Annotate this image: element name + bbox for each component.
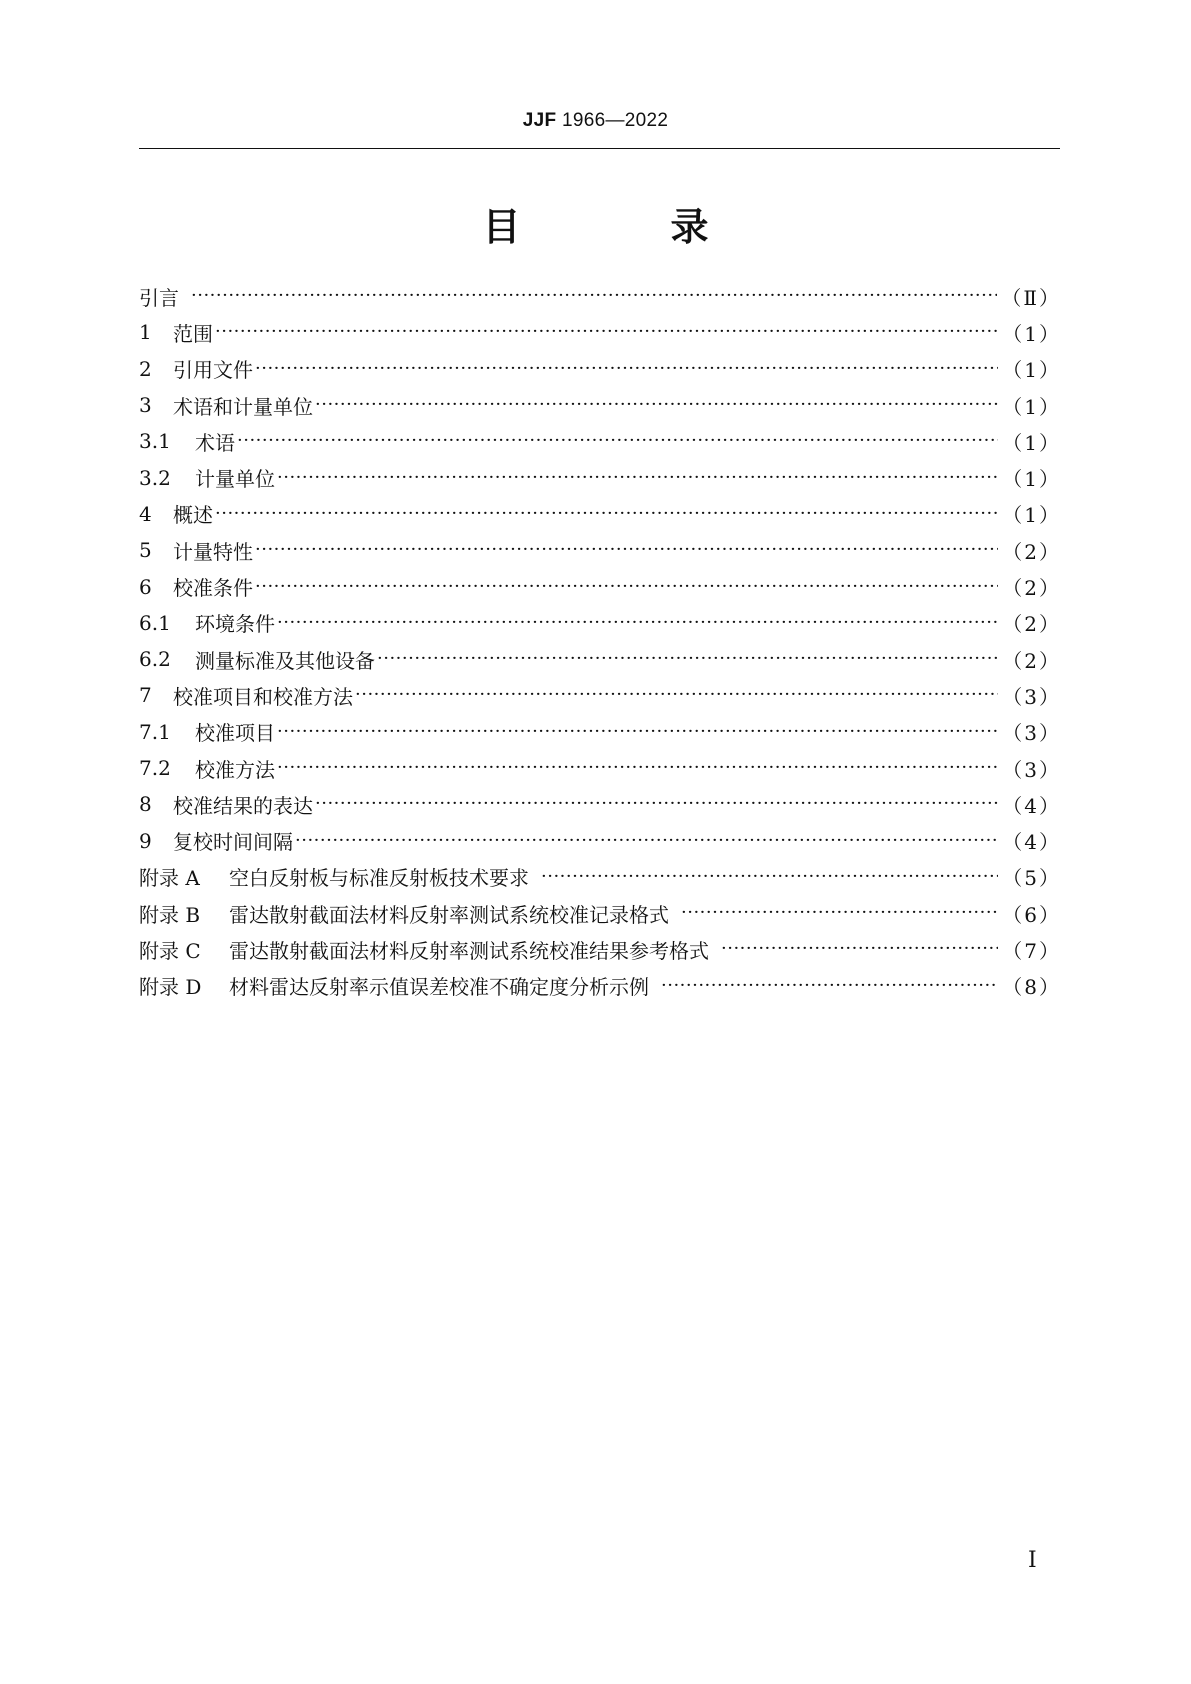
toc-entry-label (139, 282, 189, 311)
toc-entry-title: 复校时间间隔 (173, 830, 293, 855)
toc-entry-label (139, 463, 275, 492)
toc-entry-number: 3 (139, 393, 152, 418)
toc-dot-leader (681, 903, 998, 923)
toc-entry-page: （4） (1002, 793, 1061, 818)
toc-entry-title: 测量标准及其他设备 (195, 648, 375, 673)
toc-entry[interactable] (139, 822, 1061, 858)
toc-dot-leader (541, 867, 998, 887)
toc-entry-number: 附录 D (139, 975, 202, 1000)
toc-entry[interactable] (139, 641, 1061, 677)
toc-dot-leader (355, 685, 998, 705)
toc-entry-number: 2 (139, 356, 152, 381)
toc-entry-title: 术语和计量单位 (173, 394, 313, 419)
toc-dot-leader (315, 794, 998, 814)
toc-entry-title: 概述 (173, 503, 213, 528)
toc-dot-leader (277, 758, 998, 778)
toc-entry-title: 术语 (195, 430, 235, 455)
document-code (0, 110, 1191, 132)
toc-entry-number: 附录 A (139, 866, 200, 891)
toc-dot-leader (721, 939, 998, 959)
toc-entry[interactable] (139, 895, 1061, 931)
toc-dot-leader (255, 540, 998, 560)
toc-dot-leader (255, 359, 998, 379)
toc-entry-label (139, 935, 719, 964)
toc-entry-page: （3） (1002, 721, 1061, 746)
toc-entry-label (139, 354, 253, 383)
toc-entry-page: （4） (1002, 830, 1061, 855)
toc-entry-title: 空白反射板与标准反射板技术要求 (229, 866, 529, 891)
toc-entry-title: 引言 (139, 285, 179, 310)
toc-entry-page: （3） (1002, 684, 1061, 709)
toc-entry-title: 引用文件 (173, 358, 253, 383)
toc-dot-leader (215, 504, 998, 524)
toc-entry[interactable] (139, 314, 1061, 350)
toc-entry[interactable] (139, 714, 1061, 750)
toc-entry-title: 校准项目和校准方法 (173, 684, 353, 709)
toc-entry-label (139, 572, 253, 601)
toc-entry-title: 校准方法 (195, 757, 275, 782)
toc-entry-number: 6.1 (139, 610, 171, 635)
toc-entry[interactable] (139, 677, 1061, 713)
toc-entry-page: （2） (1002, 612, 1061, 637)
toc-entry[interactable] (139, 931, 1061, 967)
toc-dot-leader (295, 831, 998, 851)
toc-entry-page: （1） (1002, 358, 1061, 383)
toc-entry[interactable] (139, 351, 1061, 387)
toc-entry-number: 4 (139, 501, 152, 526)
toc-entry-number: 6.2 (139, 647, 171, 672)
toc-entry-title: 环境条件 (195, 612, 275, 637)
toc-entry-page: （1） (1002, 321, 1061, 346)
toc-entry-label (139, 427, 235, 456)
toc-entry-label (139, 899, 679, 928)
toc-dot-leader (277, 468, 998, 488)
toc-entry-label (139, 717, 275, 746)
toc-entry-number: 3.1 (139, 429, 171, 454)
toc-entry[interactable] (139, 568, 1061, 604)
toc-entry-title: 校准结果的表达 (173, 793, 313, 818)
toc-dot-leader (191, 286, 997, 306)
toc-entry-label (139, 608, 275, 637)
toc-entry-number: 3.2 (139, 465, 171, 490)
toc-entry-page: （1） (1002, 430, 1061, 455)
toc-entry-page: （3） (1002, 757, 1061, 782)
toc-entry[interactable] (139, 423, 1061, 459)
toc-entry-number: 5 (139, 538, 152, 563)
toc-entry-number: 附录 C (139, 938, 201, 963)
toc-dot-leader (277, 722, 998, 742)
toc-entry[interactable] (139, 786, 1061, 822)
toc-entry-label (139, 681, 353, 710)
toc-dot-leader (377, 649, 998, 669)
toc-entry-title: 雷达散射截面法材料反射率测试系统校准结果参考格式 (229, 938, 709, 963)
toc-dot-leader (255, 577, 998, 597)
toc-entry[interactable] (139, 278, 1061, 314)
toc-entry-label (139, 536, 253, 565)
toc-entry-number: 8 (139, 792, 152, 817)
toc-entry-label (139, 754, 275, 783)
toc-dot-leader (315, 395, 998, 415)
toc-entry-label (139, 862, 539, 891)
toc-entry-label (139, 391, 313, 420)
toc-entry-number: 附录 B (139, 902, 201, 927)
toc-dot-leader (661, 976, 998, 996)
table-of-contents (139, 278, 1061, 1004)
toc-entry-label (139, 499, 213, 528)
toc-entry[interactable] (139, 968, 1061, 1004)
toc-entry-number: 7.1 (139, 719, 171, 744)
toc-entry[interactable] (139, 496, 1061, 532)
toc-entry-page: （8） (1002, 975, 1061, 1000)
toc-dot-leader (215, 322, 998, 342)
toc-dot-leader (277, 613, 998, 633)
toc-dot-leader (237, 431, 998, 451)
toc-entry[interactable] (139, 859, 1061, 895)
toc-entry[interactable] (139, 750, 1061, 786)
toc-entry-number: 6 (139, 574, 152, 599)
page-number: Ⅰ (1028, 1548, 1037, 1573)
toc-entry-page: （2） (1002, 648, 1061, 673)
page-title: 目 录 (482, 205, 765, 249)
toc-entry-number: 7 (139, 683, 152, 708)
toc-entry-number: 9 (139, 828, 152, 853)
toc-entry-page: （2） (1002, 576, 1061, 601)
document-code-number: 1966—2022 (561, 110, 669, 131)
toc-entry-page: （1） (1002, 503, 1061, 528)
toc-entry-title: 材料雷达反射率示值误差校准不确定度分析示例 (229, 975, 649, 1000)
toc-entry-page: （7） (1002, 938, 1061, 963)
toc-entry-title: 计量单位 (195, 467, 275, 492)
toc-entry-label (139, 826, 293, 855)
toc-entry[interactable] (139, 532, 1061, 568)
toc-entry[interactable] (139, 387, 1061, 423)
header-rule (139, 148, 1060, 149)
toc-entry-page: （2） (1002, 539, 1061, 564)
toc-entry-page: （6） (1002, 902, 1061, 927)
toc-entry-page: （Ⅱ） (1001, 285, 1061, 310)
toc-entry-number: 7.2 (139, 756, 171, 780)
toc-entry-page: （1） (1002, 467, 1061, 492)
toc-entry-title: 计量特性 (173, 539, 253, 564)
toc-entry-label (139, 971, 659, 1000)
toc-entry-title: 雷达散射截面法材料反射率测试系统校准记录格式 (229, 902, 669, 927)
toc-entry-number: 1 (139, 320, 152, 345)
toc-entry-label (139, 318, 213, 347)
toc-entry[interactable] (139, 459, 1061, 495)
toc-entry-title: 范围 (173, 321, 213, 346)
toc-entry-page: （1） (1002, 394, 1061, 419)
toc-entry-title: 校准项目 (195, 721, 275, 746)
toc-entry-title: 校准条件 (173, 576, 253, 601)
toc-entry-label (139, 645, 375, 674)
toc-entry[interactable] (139, 605, 1061, 641)
toc-entry-page: （5） (1002, 866, 1061, 891)
toc-entry-label (139, 790, 313, 819)
document-code-prefix: JJF (522, 110, 557, 131)
